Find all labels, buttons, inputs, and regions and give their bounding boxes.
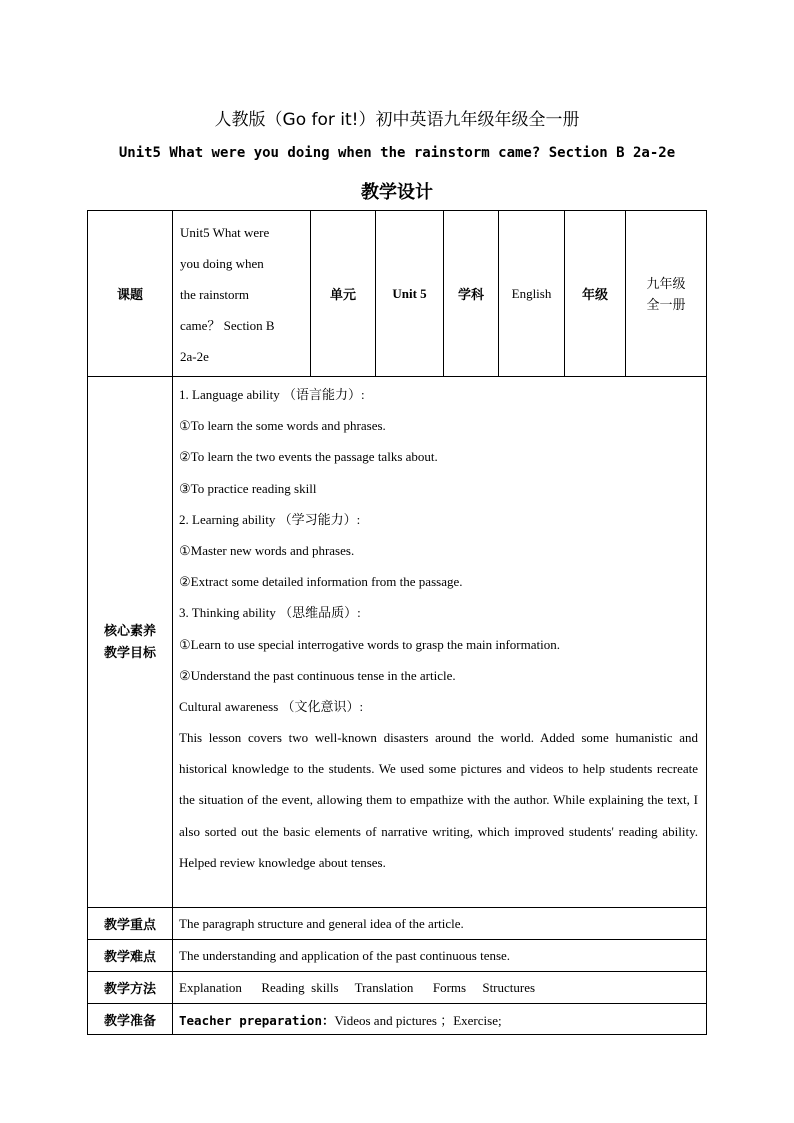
goal-line: ②Understand the past continuous tense in the article. — [179, 667, 456, 683]
focus-row — [88, 908, 707, 940]
grade-label: 年级 — [565, 211, 626, 377]
preparation-value — [173, 1004, 707, 1035]
topic-line: came？ Section B — [180, 318, 275, 333]
lesson-plan-table — [87, 210, 707, 1035]
topic-line: Unit5 What were — [180, 225, 270, 240]
unit-value: Unit 5 — [376, 211, 444, 377]
method-value: Explanation Reading skills Translation Forms Structures — [173, 972, 707, 1004]
focus-value: The paragraph structure and general idea of the article. — [173, 908, 707, 940]
info-row — [88, 211, 707, 377]
preparation-row — [88, 1004, 707, 1035]
topic-line: you doing when — [180, 256, 264, 271]
document-subtitle: Unit5 What were you doing when the rainstorm came? Section B 2a-2e — [118, 145, 676, 161]
preparation-title: Teacher preparation： — [179, 1012, 335, 1028]
method-row — [88, 972, 707, 1004]
topic-value — [173, 211, 311, 377]
goals-content — [173, 377, 707, 908]
goal-line: 2. Learning ability （学习能力）: — [179, 511, 361, 527]
difficulty-label: 教学难点 — [88, 940, 173, 972]
goals-label-line: 教学目标 — [103, 645, 156, 660]
goals-label — [88, 377, 173, 908]
goal-line: ③To practice reading skill — [179, 480, 317, 496]
goal-line: Cultural awareness （文化意识）: — [179, 698, 364, 714]
unit-label: 单元 — [311, 211, 376, 377]
goal-line: ①Master new words and phrases. — [179, 542, 355, 558]
subject-label: 学科 — [444, 211, 499, 377]
goal-line: ②Extract some detailed information from the passage. — [179, 574, 463, 590]
difficulty-row — [88, 940, 707, 972]
preparation-items: Videos and pictures ；Exercise; — [334, 1012, 502, 1028]
grade-line: 九年级 — [646, 275, 686, 291]
grade-value — [626, 211, 707, 377]
document-type-heading: 教学设计 — [361, 182, 433, 203]
grade-line: 全一册 — [646, 296, 686, 312]
focus-label: 教学重点 — [88, 908, 173, 940]
difficulty-value: The understanding and application of the past continuous tense. — [173, 940, 707, 972]
goals-label-line: 核心素养 — [103, 623, 156, 638]
topic-line: the rainstorm — [180, 287, 249, 302]
topic-line: 2a-2e — [180, 349, 209, 364]
goal-line: 1. Language ability （语言能力）: — [179, 387, 365, 402]
document-title: 人教版（Go for it!）初中英语九年级年级全一册 — [214, 110, 580, 130]
cultural-awareness-paragraph: This lesson covers two well-known disasters around the world. Added some humanistic and historical knowledge to the students. We used some pictures and videos to help students recreate the situation of the event, allowing them to empathize with the author. While explaining the text, I also sorted out the basic elements of narrative writing, which improved students' reading ability. Helped review knowledge about tenses. — [179, 730, 698, 870]
goal-line: ②To learn the two events the passage talks about. — [179, 449, 438, 465]
goal-line: 3. Thinking ability （思维品质）: — [179, 605, 361, 621]
preparation-label: 教学准备 — [88, 1004, 173, 1035]
topic-label: 课题 — [88, 211, 173, 377]
subject-value: English — [499, 211, 565, 377]
method-label: 教学方法 — [88, 972, 173, 1004]
goal-line: ①To learn the some words and phrases. — [179, 418, 386, 434]
goals-row — [88, 377, 707, 908]
goal-line: ①Learn to use special interrogative words to grasp the main information. — [179, 636, 560, 652]
